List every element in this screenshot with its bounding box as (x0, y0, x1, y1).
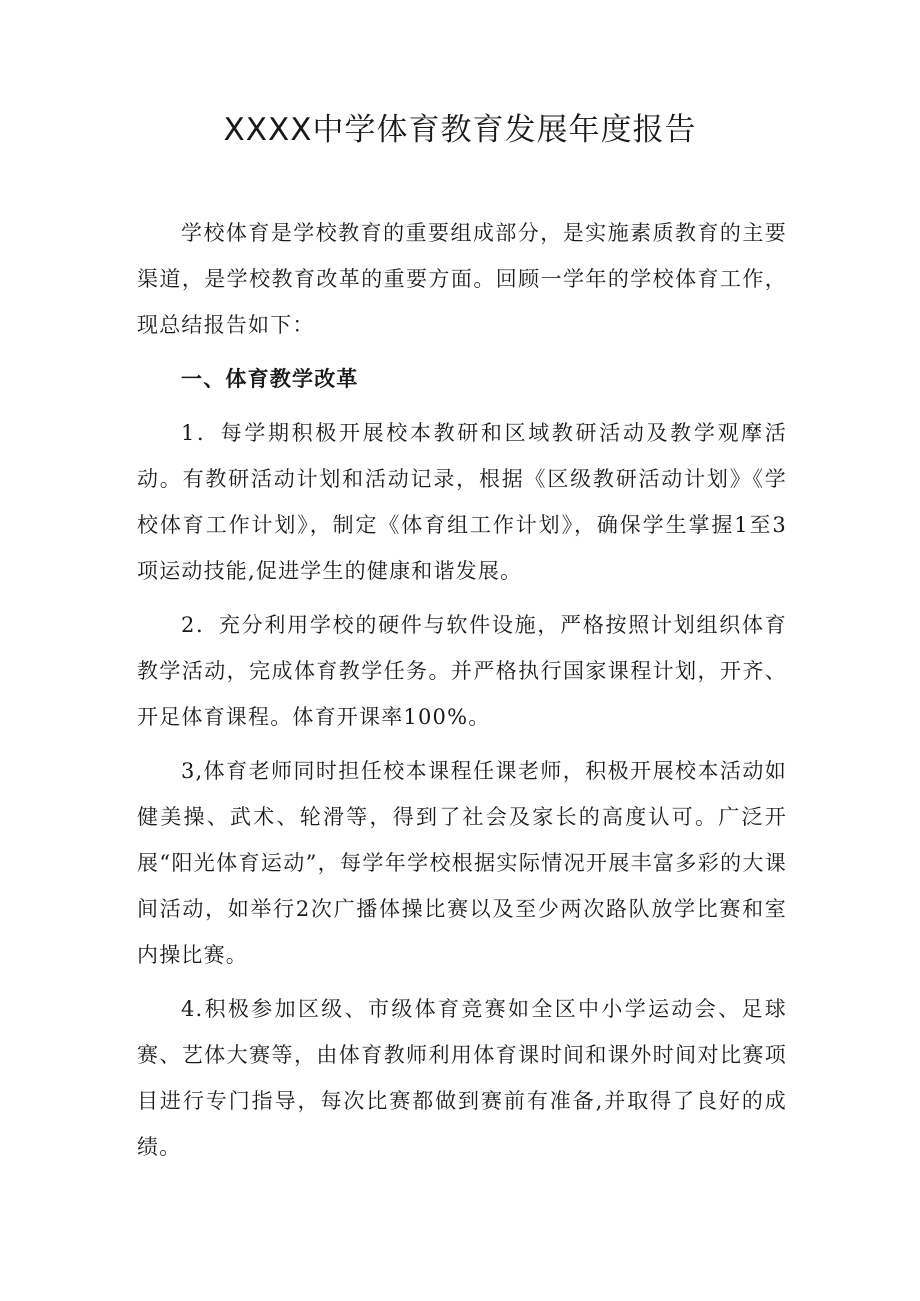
list-item-2: 2．充分利用学校的硬件与软件设施，严格按照计划组织体育教学活动，完成体育教学任务。并严格执行国家课程计划，开齐、开足体育课程。体育开课率100%。 (137, 613, 787, 729)
list-item-1: 1．每学期积极开展校本教研和区域教研活动及教学观摩活动。有教研活动计划和活动记录，根据《区级教研活动计划》《学校体育工作计划》，制定《体育组工作计划》，确保学生掌握1至3项运动技能,促进学生的健康和谐发展。 (137, 421, 787, 583)
document-body (137, 210, 787, 1178)
list-item-4: 4.积极参加区级、市级体育竞赛如全区中小学运动会、足球赛、艺体大赛等，由体育教师利用体育课时间和课外时间对比赛项目进行专门指导，每次比赛都做到赛前有准备,并取得了良好的成绩。 (137, 997, 787, 1159)
list-item-3: 3,体育老师同时担任校本课程任课老师，积极开展校本活动如健美操、武术、轮滑等，得到了社会及家长的高度认可。广泛开展“阳光体育运动”，每学年学校根据实际情况开展丰富多彩的大课间活动，如举行2次广播体操比赛以及至少两次路队放学比赛和室内操比赛。 (137, 759, 787, 967)
document-title: XXXX中学体育教育发展年度报告 (223, 112, 697, 148)
section-heading: 一、体育教学改革 (181, 367, 359, 391)
intro-paragraph: 学校体育是学校教育的重要组成部分，是实施素质教育的主要渠道，是学校教育改革的重要方面。回顾一学年的学校体育工作，现总结报告如下： (137, 221, 787, 337)
